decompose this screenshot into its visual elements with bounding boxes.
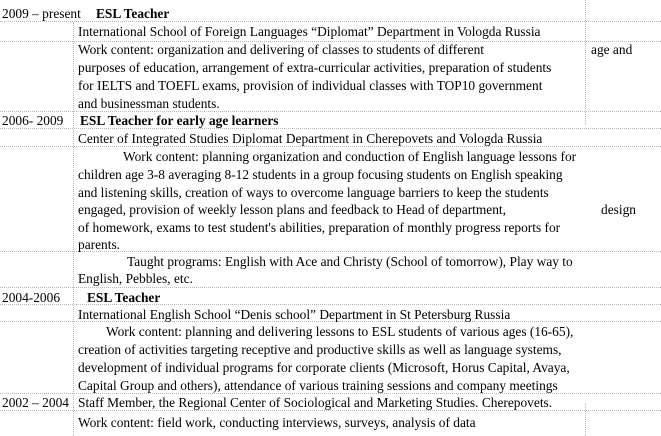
job-programs-line: English, Pebbles, etc. xyxy=(78,271,193,286)
job-period: 2006- 2009 xyxy=(2,113,64,128)
job-employer: Center of Integrated Studies Diplomat Department in Cherepovets and Vologda Russia xyxy=(78,131,543,146)
job-title: ESL Teacher for early age learners xyxy=(80,113,279,128)
job-work-line: Work content: planning organization and conduction of English language lessons for xyxy=(123,149,577,164)
job-work-line: Work content: field work, conducting interviews, surveys, analysis of data xyxy=(78,415,476,430)
job-work-line: Work content: organization and delivering of classes to students of different xyxy=(78,42,484,57)
job-period: 2009 – present xyxy=(2,6,81,21)
grid-column-line xyxy=(585,403,586,436)
job-work-line: for IELTS and TOEFL exams, provision of individual classes with TOP10 government xyxy=(78,78,543,93)
job-work-line: development of individual programs for corporate clients (Microsoft, Horus Capital, Avaya, xyxy=(78,360,570,375)
job-work-line: children age 3-8 averaging 8-12 students in a group focusing students on English speaking xyxy=(78,167,563,182)
job-work-line: Capital Group and others), attendance of various training sessions and company meetings xyxy=(78,378,558,393)
job-work-line: engaged, provision of weekly lesson plans and feedback to Head of department, xyxy=(78,202,506,217)
job-period: 2004-2006 xyxy=(2,290,61,305)
job-work-line: and listening skills, creation of ways to overcome language barriers to keep the students xyxy=(78,185,549,200)
job-title: ESL Teacher xyxy=(96,6,170,21)
job-work-line: creation of activities targeting receptive and productive skills as well as language systems, xyxy=(78,342,562,357)
job-period: 2002 – 2004 xyxy=(2,395,69,410)
job-work-line: and businessman students. xyxy=(78,96,220,111)
job-work-line: purposes of education, arrangement of extra-curricular activities, preparation of students xyxy=(78,60,552,75)
job-employer: International English School “Denis school” Department in St Petersburg Russia xyxy=(78,307,511,322)
job-work-line: parents. xyxy=(78,237,121,252)
job-employer: Staff Member, the Regional Center of Sociological and Marketing Studies. Cherepovets. xyxy=(78,395,553,410)
job-employer: International School of Foreign Languages “Diplomat” Department in Vologda Russia xyxy=(78,24,541,39)
job-work-line: design xyxy=(601,202,636,217)
job-programs-line: Taught programs: English with Ace and Christy (School of tomorrow), Play way to xyxy=(127,254,573,269)
job-title: ESL Teacher xyxy=(87,290,161,305)
grid-column-line xyxy=(73,22,74,436)
job-work-line: Work content: planning and delivering lessons to ESL students of various ages (16-65), xyxy=(106,324,574,339)
grid-column-line xyxy=(585,0,586,125)
job-work-line: age and xyxy=(591,42,633,57)
grid-row-line xyxy=(0,287,661,288)
job-work-line: of homework, exams to test student's abilities, preparation of monthly progress reports for xyxy=(78,220,561,235)
